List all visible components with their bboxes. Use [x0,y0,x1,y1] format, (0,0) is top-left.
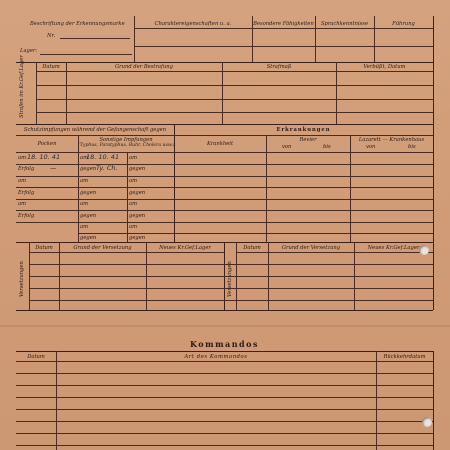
handwritten-smallpox-date: 18. 10. 41 [27,153,61,161]
illness-hospital-from: von [366,144,376,150]
transfer-header-reason: Grund der Versetzung [281,245,341,251]
vac-gegen: gegen [80,235,97,241]
divider [56,351,57,450]
vac-am: am [129,155,138,161]
illness-col-hospital: Lazarett — Krankenhaus [358,137,425,143]
divider [376,351,377,450]
divider [127,152,128,242]
vac-row-label: am [18,155,27,161]
divider [433,124,434,242]
divider [16,187,433,188]
handwritten-typhus: Ty. Ch. [96,164,118,172]
divider [78,233,433,234]
divider [16,433,433,434]
divider [16,210,433,211]
camp-line [40,54,132,55]
illness-col-ward: Revier [299,137,317,143]
punch-hole [419,245,429,255]
number-line [60,38,130,39]
vac-am: am [80,224,89,230]
id-tag-description-label: Beschriftung der Erkennungsmarke [30,21,125,27]
divider [236,252,433,253]
vaccination-col-smallpox: Pocken [37,141,57,147]
vac-row-label: am [18,178,27,184]
number-label: Nr. [47,33,56,39]
divider [36,71,433,72]
vac-am: am [129,224,138,230]
divider [16,199,433,200]
character-label: Charaktereigenschaften u. a. [154,21,232,27]
divider [16,373,433,374]
vac-gegen: gegen [129,213,146,219]
illness-col-disease: Krankheit [206,141,234,147]
divider [66,62,67,124]
divider [16,310,433,311]
vac-am: am [129,178,138,184]
vac-gegen: gegen [129,166,146,172]
divider [16,409,433,410]
vac-row-label: Erfolg [18,190,35,196]
divider [433,16,434,62]
vac-am: am [80,155,89,161]
divider [36,85,433,86]
vaccination-col-other-sub: (Typhus, Paratyphus, Ruhr, Cholera usw.) [78,143,175,148]
divider [174,152,433,153]
vaccination-col-other: Sonstige Impfungen [99,137,153,143]
punishment-header-date: Datum [42,64,60,70]
vac-row-label: Erfolg [18,166,35,172]
divider [433,62,434,124]
divider [16,164,433,165]
vac-gegen: gegen [80,190,97,196]
divider [16,124,433,125]
vac-gegen: gegen [80,213,97,219]
divider [36,62,37,124]
transfer-header-camp: Neues Kr.Gef.Lager [159,245,211,251]
vac-gegen: gegen [129,190,146,196]
punishment-header-measure: Strafmaß [266,64,292,70]
divider [16,176,433,177]
divider [29,300,433,301]
vac-row-label: Erfolg [18,213,35,219]
transfer-header-reason: Grund der Versetzung [73,245,132,251]
divider [433,242,434,310]
abilities-label: Besondere Fähigkeiten [253,21,314,27]
divider [222,62,223,124]
handwritten-result-dash: — [50,164,57,172]
divider [16,135,174,136]
fold-line [0,325,450,327]
illnesses-title: Erkrankungen [276,127,331,133]
vac-gegen: gegen [80,166,97,172]
handwritten-typhus-date: 18. 10. 41 [86,153,120,161]
kommando-header-date: Datum [27,354,45,360]
divider [16,351,433,352]
vac-am: am [80,201,89,207]
transfer-header-camp: Neues Kr.Gef.Lager [367,245,420,251]
divider [16,222,433,223]
divider [36,99,433,100]
conduct-label: Führung [392,21,415,27]
transfer-header-date: Datum [35,245,53,251]
divider [16,62,433,63]
languages-label: Sprachkenntnisse [320,21,369,27]
divider [29,252,224,253]
divider [134,46,433,47]
illness-ward-from: von [282,144,292,150]
divider [336,62,337,124]
divider [16,445,433,446]
vac-row-label: am [18,201,27,207]
punishments-side-label: Strafen im Kr.Gef.Lager [19,55,25,118]
vac-gegen: gegen [129,235,146,241]
divider [16,361,433,362]
illness-hospital-to: bis [408,144,416,150]
transfers-side-label-left: Versetzungen [19,261,25,297]
punch-hole [422,417,432,427]
vac-am: am [129,201,138,207]
divider [134,28,433,29]
punishment-header-reason: Grund der Bestrafung [115,64,173,70]
divider [174,135,433,136]
kommando-header-type: Art des Kommandos [184,354,248,360]
divider [433,351,434,450]
divider [16,397,433,398]
vaccinations-title: Schutzimpfungen während der Gefangenschaft gegen [23,127,167,133]
kommandos-title: Kommandos [190,339,259,349]
kommando-header-return: Rückkehrdatum [383,354,426,360]
divider [36,112,433,113]
transfers-side-label-right: Versetzungen [227,261,233,297]
divider [16,385,433,386]
vac-am: am [80,178,89,184]
illness-ward-to: bis [323,144,331,150]
transfer-header-date: Datum [243,245,261,251]
camp-label: Lager: [20,48,38,54]
punishment-header-served: Verbüßt, Datum [363,64,406,70]
divider [16,421,433,422]
